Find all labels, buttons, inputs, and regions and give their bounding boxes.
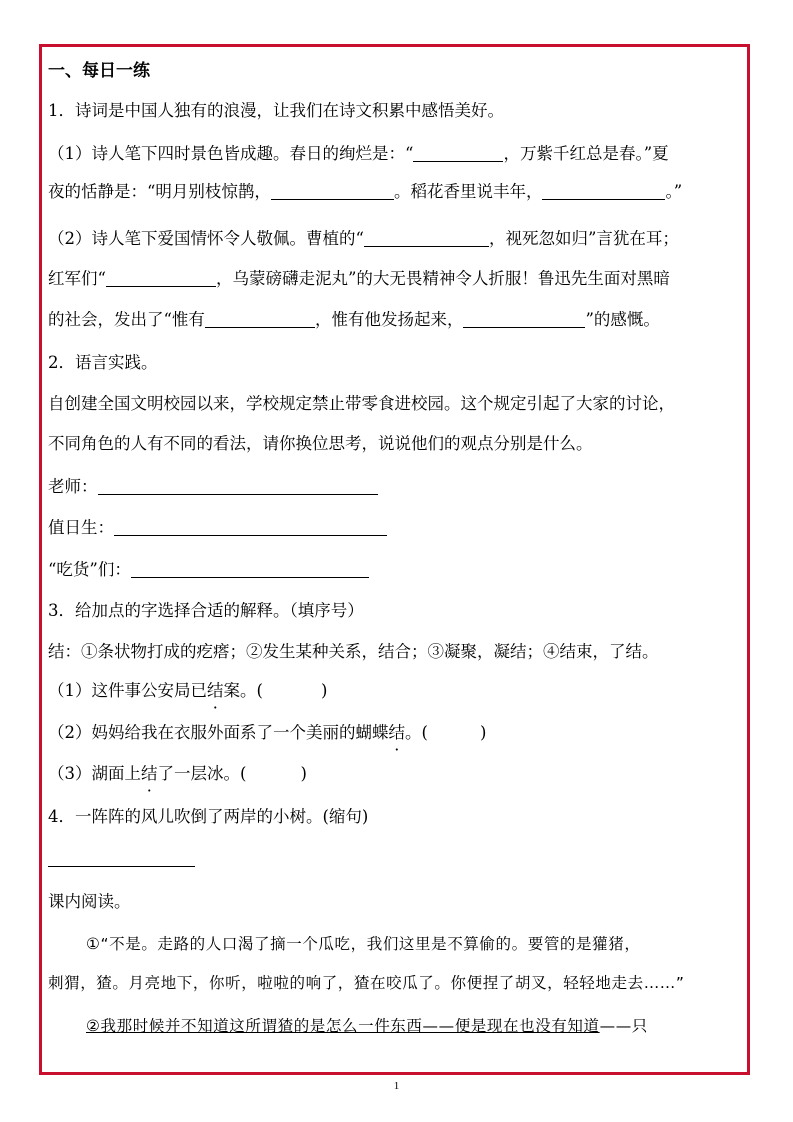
q1-part2-line1 [48,228,679,250]
text: （1）诗人笔下四时景色皆成趣。春日的绚烂是：“ [48,144,414,163]
dotted-char: 结 [388,723,405,742]
q4-answer-row [48,848,195,870]
q3-sentence1 [48,680,327,702]
text: （2）诗人笔下爱国情怀令人敬佩。曹植的“ [48,229,364,248]
reading-para2-line1 [86,1015,648,1037]
teacher-answer-blank[interactable] [98,478,378,495]
q1-part2-line2 [48,268,670,290]
page-number: 1 [393,1080,400,1092]
text: 案。( [223,681,263,700]
role-label: 值日生： [48,518,114,537]
q1-stem: 1．诗词是中国人独有的浪漫，让我们在诗文积累中感悟美好。 [48,101,504,120]
text: ) [479,723,487,742]
q1-part2-line3 [48,309,660,331]
text: 。( [405,723,428,742]
q3-definitions: 结：①条状物打成的疙瘩；②发生某种关系，结合；③凝聚，凝结；④结束，了结。 [48,642,659,661]
underlined-text: ②我那时候并不知道这所谓猹的是怎么一件东西——便是现在也没有知道 [86,1017,600,1035]
text: ，惟有他发扬起来， [314,310,464,329]
text: 了一层冰。( [157,764,247,783]
q3-stem: 3．给加点的字选择合适的解释。（填序号） [48,601,364,620]
reading-title: 课内阅读。 [48,892,131,911]
text: ) [300,764,307,783]
text: （2）妈妈给我在衣服外面系了一个美丽的蝴蝶 [48,723,389,742]
answer-blank[interactable] [106,270,216,287]
answer-blank[interactable] [542,183,665,200]
answer-blank[interactable] [271,183,394,200]
q2-duty-row [48,517,387,539]
q2-stem: 2．语言实践。 [48,353,158,372]
answer-blank[interactable] [364,230,489,247]
text: ，视死忽如归”言犹在耳； [488,229,679,248]
reading-para1-line1: ①“不是。走路的人口渴了摘一个瓜吃，我们这里是不算偷的。要管的是獾猪， [86,935,641,953]
q1-part1-line2 [48,181,682,203]
dotted-char: 结 [207,681,224,700]
text: 。稻花香里说丰年， [393,182,543,201]
text: 。” [665,182,683,201]
q3-sentence3 [48,763,307,785]
text: ，万紫千红总是春。”夏 [503,144,669,163]
duty-answer-blank[interactable] [114,519,387,536]
q2-text-line2: 不同角色的人有不同的看法，请你换位思考，说说他们的观点分别是什么。 [48,434,593,453]
text: 红军们“ [48,269,106,288]
answer-blank[interactable] [413,145,503,162]
dotted-char: 结 [141,764,158,783]
answer-blank[interactable] [463,311,585,328]
q3-sentence2 [48,722,486,744]
q4-stem: 4．一阵阵的风儿吹倒了两岸的小树。(缩句) [48,807,369,826]
q4-answer-blank[interactable] [48,850,195,867]
text: ，乌蒙磅礴走泥丸”的大无畏精神令人折服！鲁迅先生面对黑暗 [215,269,670,288]
text: （1）这件事公安局已 [48,681,207,700]
foodie-answer-blank[interactable] [131,561,369,578]
q2-text-line1: 自创建全国文明校园以来，学校规定禁止带零食进校园。这个规定引起了大家的讨论， [48,394,675,413]
role-label: 老师： [48,477,98,496]
text: （3）湖面上 [48,764,141,783]
q1-part1-line1 [48,143,669,165]
q2-teacher-row [48,476,378,498]
text: ”的感慨。 [585,310,660,329]
role-label: “吃货”们： [48,560,131,579]
section-title: 一、每日一练 [48,61,150,81]
q2-foodie-row [48,559,369,581]
text: ) [320,681,328,700]
reading-para1-line2: 刺猬，猹。月亮地下，你听，啦啦的响了，猹在咬瓜了。你便捏了胡叉，轻轻地走去……” [48,974,685,992]
text: 夜的恬静是：“明月别枝惊鹊， [48,182,271,201]
answer-blank[interactable] [205,311,315,328]
text: 的社会，发出了“惟有 [48,310,205,329]
text: ——只 [599,1017,648,1035]
